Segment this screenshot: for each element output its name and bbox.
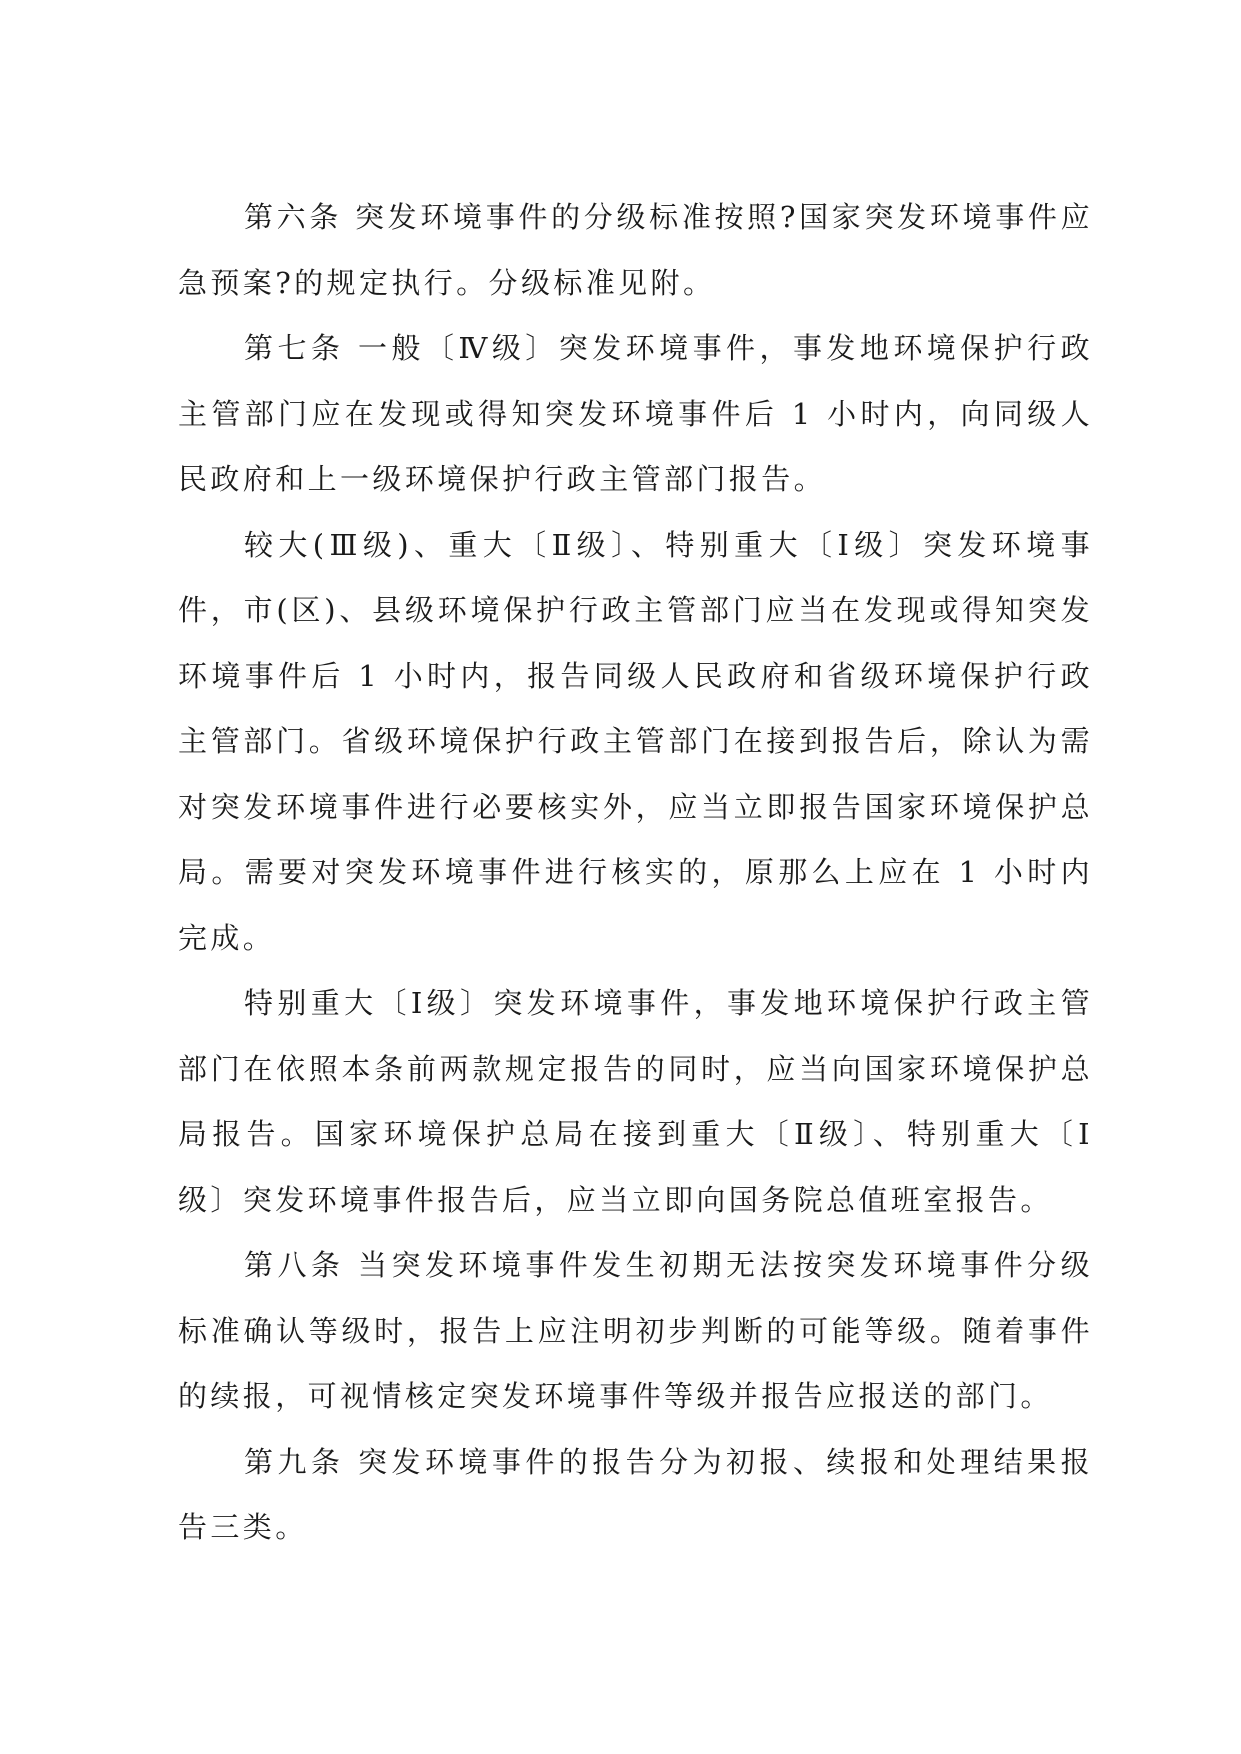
article-7-major-paragraph: 特别重大〔Ⅰ级〕突发环境事件，事发地环境保护行政主管部门在依照本条前两款规定报告的同时，应当向国家环境保护总局报告。国家环境保护总局在接到重大〔Ⅱ级〕、特别重大〔Ⅰ级〕突发环境事件报告后，应当立即向国务院总值班室报告。 — [178, 986, 1093, 1217]
article-7-paragraph: 第七条 一般〔Ⅳ级〕突发环境事件，事发地环境保护行政主管部门应在发现或得知突发环境事件后 1 小时内，向同级人民政府和上一级环境保护行政主管部门报告。 — [178, 331, 1093, 496]
article-7-levels-paragraph: 较大(Ⅲ级)、重大〔Ⅱ级〕、特别重大〔Ⅰ级〕突发环境事件，市(区)、县级环境保护行政主管部门应当在发现或得知突发环境事件后 1 小时内，报告同级人民政府和省级环境保护行政主管部门。省级环境保护行政主管部门在接到报告后，除认为需对突发环境事件进行必要核实外，应当立即报告国家环境保护总局。需要对突发环境事件进行核实的，原那么上应在 1 小时内完成。 — [178, 527, 1093, 955]
document-body — [178, 185, 1093, 1561]
article-9-paragraph: 第九条 突发环境事件的报告分为初报、续报和处理结果报告三类。 — [178, 1444, 1093, 1544]
article-6-paragraph: 第六条 突发环境事件的分级标准按照?国家突发环境事件应急预案?的规定执行。分级标准见附。 — [178, 200, 1093, 300]
article-8-paragraph: 第八条 当突发环境事件发生初期无法按突发环境事件分级标准确认等级时，报告上应注明初步判断的可能等级。随着事件的续报，可视情核定突发环境事件等级并报告应报送的部门。 — [178, 1248, 1093, 1413]
